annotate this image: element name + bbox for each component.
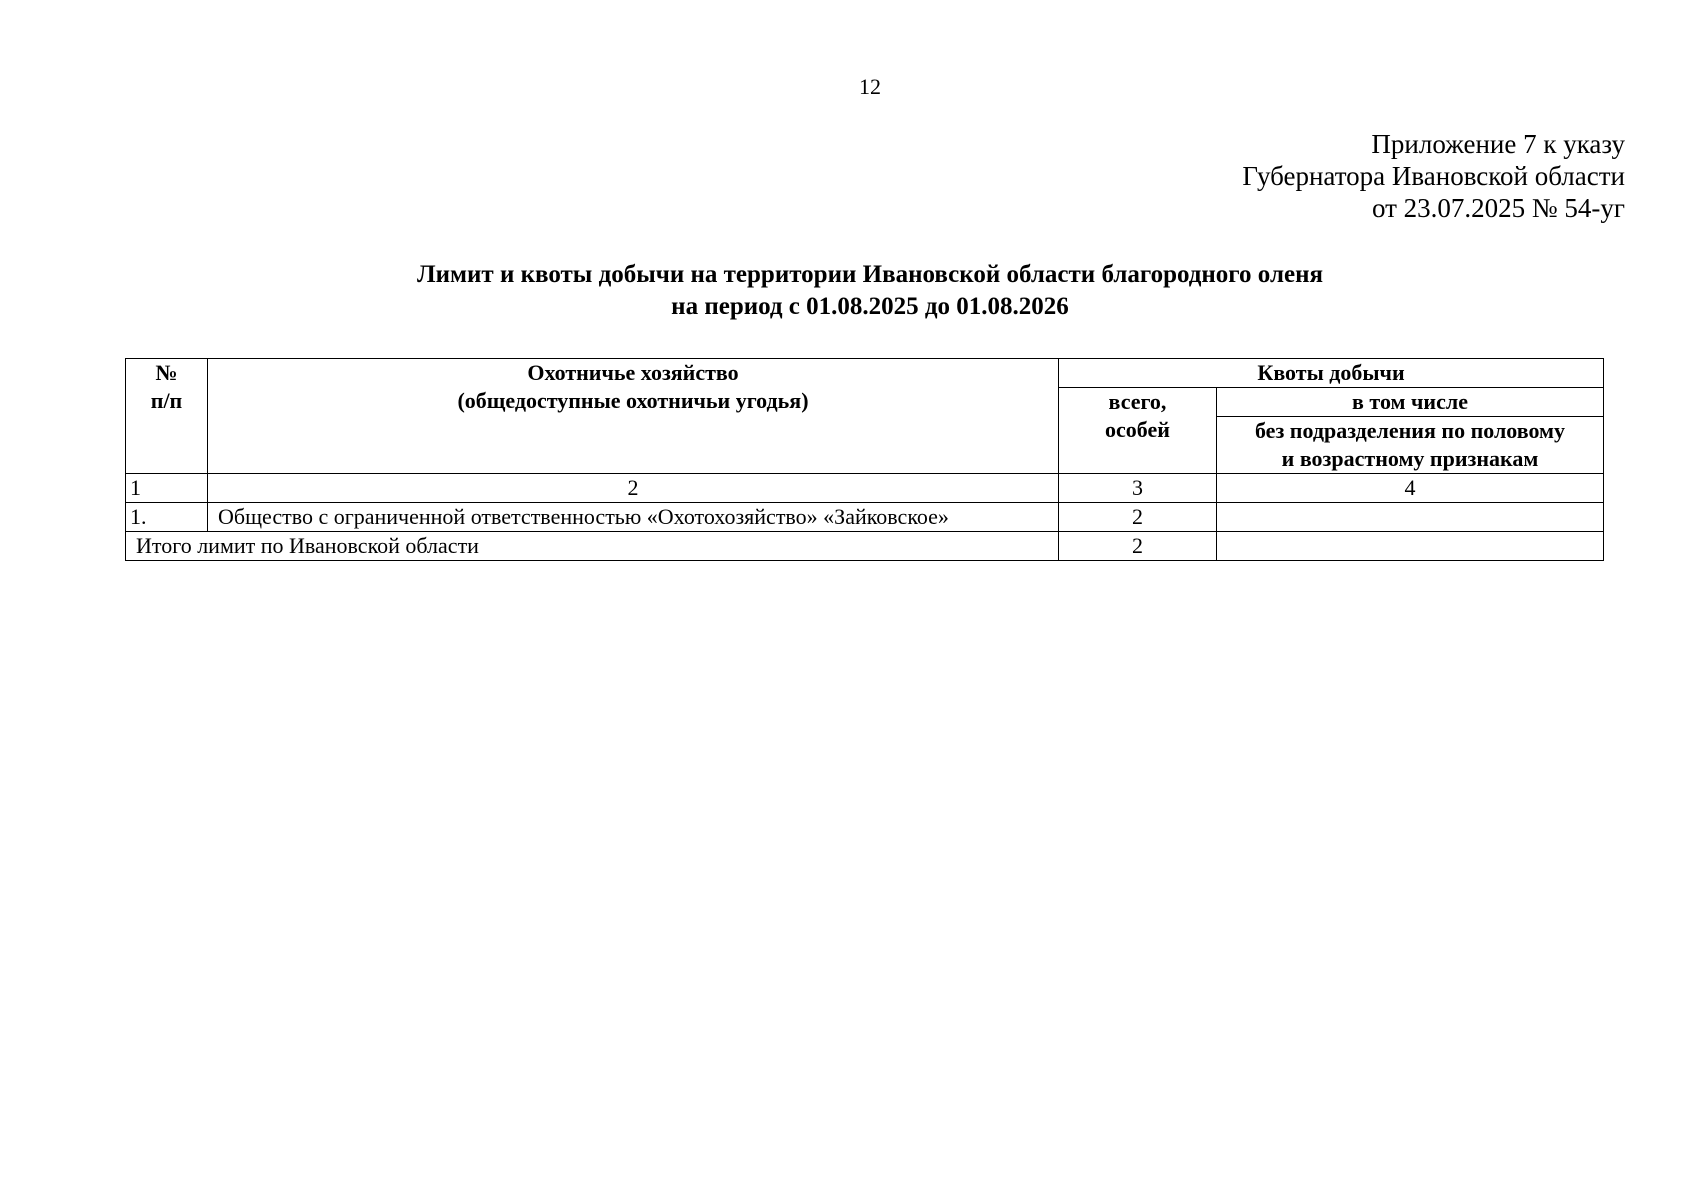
header-farm-line-1: Охотничье хозяйство xyxy=(527,360,739,385)
page-number: 12 xyxy=(859,74,881,99)
header-total-line-1: всего, xyxy=(1108,389,1167,414)
header-total xyxy=(1059,388,1217,474)
header-quotas: Квоты добычи xyxy=(1059,359,1604,388)
header-no-division-line-1: без подразделения по половому xyxy=(1254,418,1566,443)
header-number-line-1: № xyxy=(155,360,178,385)
quota-table xyxy=(125,358,1604,561)
row-total: 2 xyxy=(1059,503,1217,532)
column-number-1: 1 xyxy=(126,474,208,503)
total-row-label: Итого лимит по Ивановской области xyxy=(126,532,1059,561)
row-number: 1. xyxy=(126,503,208,532)
column-number-4: 4 xyxy=(1217,474,1604,503)
appendix-line-3: от 23.07.2025 № 54-уг xyxy=(1371,193,1625,223)
header-number xyxy=(126,359,208,474)
header-total-line-2: особей xyxy=(1105,417,1170,442)
header-no-division-line-2: и возрастному признакам xyxy=(1281,446,1539,471)
header-row-1 xyxy=(126,359,1604,388)
appendix-reference xyxy=(1242,128,1625,224)
total-row-total: 2 xyxy=(1059,532,1217,561)
column-number-row xyxy=(126,474,1604,503)
row-hunting-farm: Общество с ограниченной ответственностью «Охотохозяйство» «Зайковское» xyxy=(208,503,1059,532)
appendix-line-1: Приложение 7 к указу xyxy=(1371,129,1625,159)
header-no-division xyxy=(1217,417,1604,474)
appendix-line-2: Губернатора Ивановской области xyxy=(1242,161,1625,191)
table-row xyxy=(126,503,1604,532)
header-number-line-2: п/п xyxy=(150,388,183,413)
document-title xyxy=(120,259,1620,323)
header-farm-line-2: (общедоступные охотничьи угодья) xyxy=(457,388,809,413)
title-line-1: Лимит и квоты добычи на территории Ивановской области благородного оленя xyxy=(416,261,1324,288)
row-no-division xyxy=(1217,503,1604,532)
total-row-no-division xyxy=(1217,532,1604,561)
column-number-2: 2 xyxy=(208,474,1059,503)
column-number-3: 3 xyxy=(1059,474,1217,503)
title-line-2: на период с 01.08.2025 до 01.08.2026 xyxy=(671,293,1069,320)
total-row xyxy=(126,532,1604,561)
header-hunting-farm xyxy=(208,359,1059,474)
header-including: в том числе xyxy=(1217,388,1604,417)
